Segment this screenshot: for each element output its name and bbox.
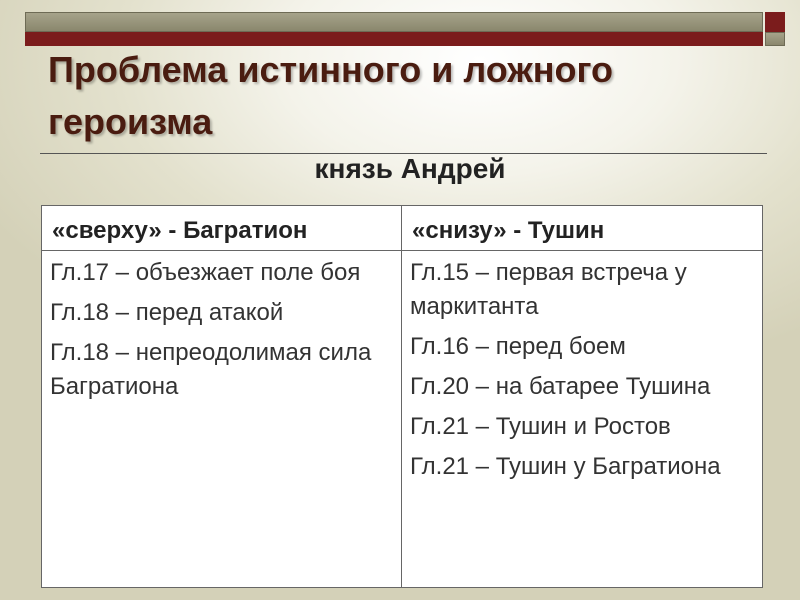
- header-bar-olive: [25, 12, 763, 32]
- list-item: Гл.15 – первая встреча у маркитанта: [410, 259, 687, 320]
- list-item: Гл.16 – перед боем: [410, 333, 626, 360]
- left-column-cell: [42, 251, 402, 588]
- slide-subtitle: князь Андрей: [314, 153, 506, 184]
- corner-square-red: [765, 12, 785, 32]
- list-item: Гл.18 – непреодолимая сила Багратиона: [50, 339, 372, 400]
- right-column-cell: [402, 251, 763, 588]
- slide-title: Проблема истинного и ложного героизма: [48, 49, 614, 142]
- list-item: Гл.21 – Тушин у Багратиона: [410, 453, 721, 480]
- heroism-table: [41, 205, 763, 588]
- list-item: Гл.18 – перед атакой: [50, 299, 284, 326]
- list-item: Гл.17 – объезжает поле боя: [50, 259, 361, 286]
- list-item: Гл.21 – Тушин и Ростов: [410, 413, 671, 440]
- table-header-row: [42, 206, 763, 251]
- header-left: «сверху» - Багратион: [42, 206, 402, 251]
- table-body-row: [42, 251, 763, 588]
- list-item: Гл.20 – на батарее Тушина: [410, 373, 711, 400]
- header-right: «снизу» - Тушин: [402, 206, 763, 251]
- corner-square-olive: [765, 32, 785, 46]
